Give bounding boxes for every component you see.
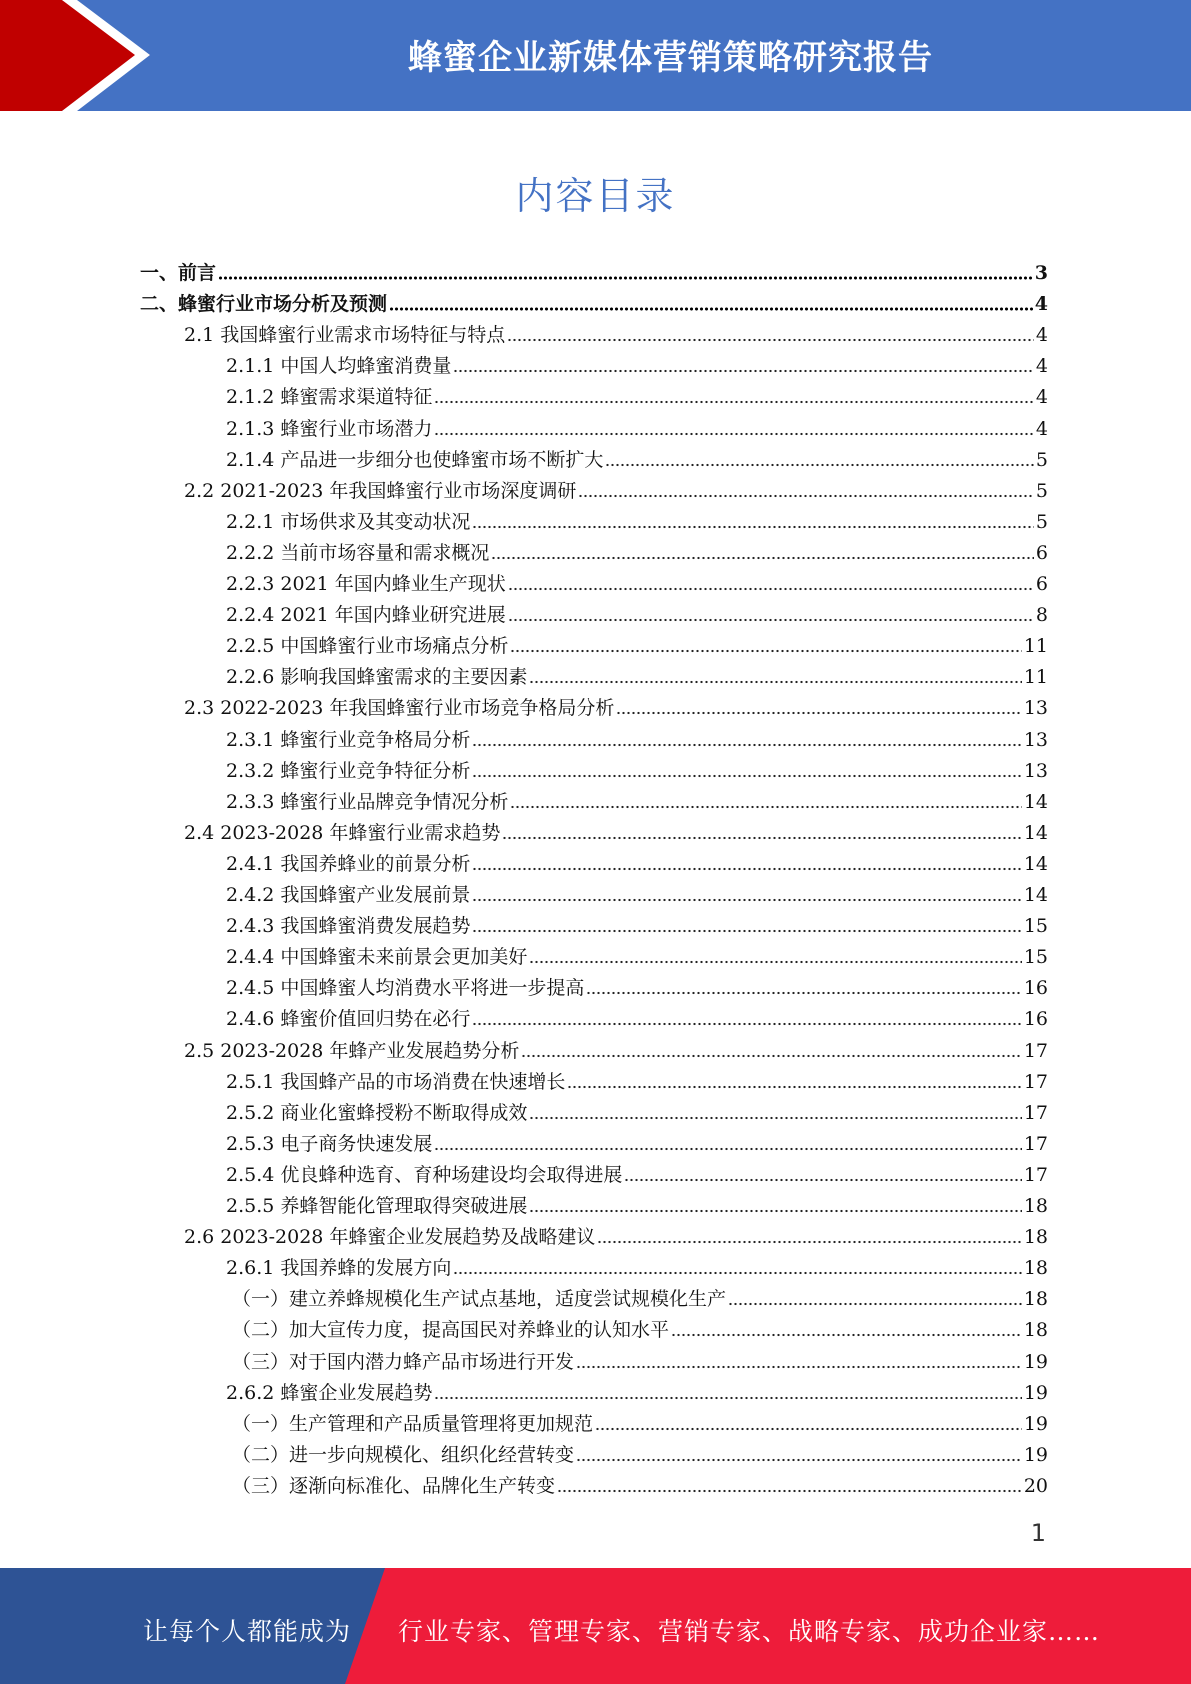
toc-entry-page: 14	[1023, 791, 1048, 813]
toc-entry-page: 6	[1035, 542, 1048, 564]
toc-entry-page: 3	[1034, 262, 1048, 284]
toc-dot-leader	[671, 1333, 1022, 1337]
toc-entry-page: 17	[1023, 1133, 1048, 1155]
toc-entry[interactable]	[226, 565, 1048, 596]
toc-entry[interactable]	[226, 938, 1048, 969]
toc-entry-page: 15	[1023, 915, 1048, 937]
toc-entry-page: 19	[1023, 1413, 1048, 1435]
toc-dot-leader	[472, 525, 1034, 529]
toc-entry-page: 8	[1035, 604, 1048, 626]
toc-dot-leader	[557, 1489, 1022, 1493]
toc-entry[interactable]	[226, 1374, 1048, 1405]
toc-entry-label: 2.4.5 中国蜂蜜人均消费水平将进一步提高	[226, 977, 585, 999]
toc-entry-label: 2.4.3 我国蜂蜜消费发展趋势	[226, 915, 471, 937]
toc-dot-leader	[453, 369, 1034, 373]
toc-entry-label: 2.2.3 2021 年国内蜂业生产现状	[226, 573, 506, 595]
toc-entry-page: 4	[1034, 293, 1048, 315]
toc-entry-label: （一）建立养蜂规模化生产试点基地，适度尝试规模化生产	[232, 1288, 727, 1310]
toc-dot-leader	[576, 1365, 1022, 1369]
toc-dot-leader	[597, 1240, 1021, 1244]
toc-dot-leader	[578, 494, 1033, 498]
toc-entry[interactable]	[226, 907, 1048, 938]
toc-entry[interactable]	[184, 472, 1048, 503]
toc-entry-page: 13	[1023, 760, 1048, 782]
toc-entry-label: 2.6 2023-2028 年蜂蜜企业发展趋势及战略建议	[184, 1226, 596, 1248]
toc-entry[interactable]	[232, 1280, 1048, 1311]
toc-entry-page: 16	[1023, 1008, 1048, 1030]
footer-slogan-left: 让每个人都能成为	[143, 1617, 352, 1646]
toc-entry-label: 2.1.3 蜂蜜行业市场潜力	[226, 418, 433, 440]
toc-entry-page: 17	[1023, 1040, 1048, 1062]
toc-entry-page: 19	[1023, 1444, 1048, 1466]
toc-entry-page: 18	[1023, 1257, 1048, 1279]
toc-dot-leader	[218, 276, 1033, 280]
toc-dot-leader	[510, 649, 1021, 653]
toc-entry[interactable]	[226, 410, 1048, 441]
toc-entry[interactable]	[226, 658, 1048, 689]
toc-heading: 内容目录	[515, 174, 676, 218]
toc-entry[interactable]	[226, 876, 1048, 907]
toc-entry-page: 5	[1035, 480, 1048, 502]
toc-entry-page: 18	[1023, 1226, 1048, 1248]
toc-dot-leader	[434, 432, 1034, 436]
toc-entry-label: 2.2.5 中国蜂蜜行业市场痛点分析	[226, 635, 509, 657]
toc-entry[interactable]	[232, 1311, 1048, 1342]
toc-entry[interactable]	[226, 347, 1048, 378]
toc-entry-label: 2.3 2022-2023 年我国蜂蜜行业市场竞争格局分析	[184, 697, 615, 719]
toc-entry[interactable]	[140, 285, 1048, 316]
toc-dot-leader	[472, 743, 1021, 747]
toc-entry-page: 6	[1035, 573, 1048, 595]
toc-entry-page: 4	[1035, 324, 1048, 346]
toc-entry[interactable]	[232, 1405, 1048, 1436]
toc-entry-label: 2.2.1 市场供求及其变动状况	[226, 511, 471, 533]
toc-entry-page: 19	[1023, 1351, 1048, 1373]
toc-dot-leader	[508, 618, 1034, 622]
toc-entry-label: 2.5.2 商业化蜜蜂授粉不断取得成效	[226, 1102, 528, 1124]
toc-entry[interactable]	[232, 1467, 1048, 1498]
toc-entry-page: 4	[1035, 355, 1048, 377]
toc-dot-leader	[567, 1085, 1021, 1089]
toc-dot-leader	[576, 1458, 1022, 1462]
footer-slogan-right: 行业专家、管理专家、营销专家、战略专家、成功企业家……	[398, 1617, 1101, 1646]
toc-entry-label: 2.1 我国蜂蜜行业需求市场特征与特点	[184, 324, 506, 346]
toc-dot-leader	[507, 338, 1034, 342]
toc-dot-leader	[472, 867, 1021, 871]
toc-entry[interactable]	[232, 1343, 1048, 1374]
toc-entry-page: 11	[1023, 666, 1048, 688]
toc-dot-leader	[728, 1302, 1022, 1306]
toc-entry[interactable]	[226, 783, 1048, 814]
toc-dot-leader	[529, 1116, 1021, 1120]
toc-entry-label: 二、蜂蜜行业市场分析及预测	[140, 293, 388, 315]
toc-dot-leader	[502, 836, 1021, 840]
toc-dot-leader	[434, 1396, 1021, 1400]
toc-entry-label: 2.1.1 中国人均蜂蜜消费量	[226, 355, 452, 377]
toc-entry-page: 17	[1023, 1164, 1048, 1186]
toc-dot-leader	[472, 1022, 1021, 1026]
toc-entry[interactable]	[226, 1094, 1048, 1125]
toc-dot-leader	[510, 805, 1021, 809]
toc-entry-label: 一、前言	[140, 262, 217, 284]
toc-entry-label: 2.3.3 蜂蜜行业品牌竞争情况分析	[226, 791, 509, 813]
toc-entry-label: 2.2.2 当前市场容量和需求概况	[226, 542, 490, 564]
toc-entry[interactable]	[232, 1436, 1048, 1467]
toc-dot-leader	[586, 991, 1021, 995]
toc-entry-page: 5	[1035, 449, 1048, 471]
toc-dot-leader	[529, 680, 1021, 684]
header-banner	[0, 0, 1191, 111]
toc-entry[interactable]	[226, 1125, 1048, 1156]
toc-entry-page: 14	[1023, 822, 1048, 844]
toc-dot-leader	[521, 1054, 1021, 1058]
toc-entry-page: 19	[1023, 1382, 1048, 1404]
toc-dot-leader	[595, 1427, 1022, 1431]
toc-entry-page: 20	[1023, 1475, 1048, 1497]
toc-entry-label: 2.4 2023-2028 年蜂蜜行业需求趋势	[184, 822, 501, 844]
toc-entry-page: 14	[1023, 853, 1048, 875]
toc-entry[interactable]	[226, 1000, 1048, 1031]
toc-entry-label: 2.4.4 中国蜂蜜未来前景会更加美好	[226, 946, 528, 968]
toc-entry-page: 4	[1035, 386, 1048, 408]
toc-entry-label: 2.2.6 影响我国蜂蜜需求的主要因素	[226, 666, 528, 688]
toc-dot-leader	[616, 711, 1021, 715]
toc-entry-label: 2.1.4 产品进一步细分也使蜂蜜市场不断扩大	[226, 449, 604, 471]
toc-entry-page: 18	[1023, 1195, 1048, 1217]
toc-entry-label: 2.5.3 电子商务快速发展	[226, 1133, 433, 1155]
toc-entry-page: 15	[1023, 946, 1048, 968]
toc-entry-label: 2.5.5 养蜂智能化管理取得突破进展	[226, 1195, 528, 1217]
toc-dot-leader	[508, 587, 1034, 591]
toc-dot-leader	[389, 307, 1033, 311]
toc-entry-label: 2.5.4 优良蜂种选育、育种场建设均会取得进展	[226, 1164, 623, 1186]
toc-entry[interactable]	[226, 721, 1048, 752]
toc-entry-label: 2.6.2 蜂蜜企业发展趋势	[226, 1382, 433, 1404]
toc-entry[interactable]	[184, 1218, 1048, 1249]
toc-entry[interactable]	[226, 596, 1048, 627]
toc-entry-label: （一）生产管理和产品质量管理将更加规范	[232, 1413, 594, 1435]
toc-dot-leader	[624, 1178, 1021, 1182]
toc-entry-page: 14	[1023, 884, 1048, 906]
toc-entry-label: （三）逐渐向标准化、品牌化生产转变	[232, 1475, 556, 1497]
toc-dot-leader	[529, 960, 1021, 964]
report-title: 蜂蜜企业新媒体营销策略研究报告	[408, 38, 933, 78]
toc-entry-page: 18	[1023, 1288, 1048, 1310]
toc-entry[interactable]	[226, 969, 1048, 1000]
toc-entry-label: 2.1.2 蜂蜜需求渠道特征	[226, 386, 433, 408]
toc-entry-page: 13	[1023, 729, 1048, 751]
toc-entry-page: 18	[1023, 1319, 1048, 1341]
toc-entry-label: 2.3.2 蜂蜜行业竞争特征分析	[226, 760, 471, 782]
toc-dot-leader	[453, 1271, 1021, 1275]
toc-entry-page: 11	[1023, 635, 1048, 657]
toc-entry-label: 2.3.1 蜂蜜行业竞争格局分析	[226, 729, 471, 751]
toc-entry[interactable]	[184, 689, 1048, 720]
toc-dot-leader	[472, 774, 1021, 778]
toc-entry-page: 17	[1023, 1102, 1048, 1124]
toc-dot-leader	[472, 898, 1021, 902]
toc-dot-leader	[529, 1209, 1021, 1213]
toc-entry[interactable]	[226, 752, 1048, 783]
toc-dot-leader	[472, 929, 1021, 933]
toc-entry-label: 2.4.1 我国养蜂业的前景分析	[226, 853, 471, 875]
toc-entry[interactable]	[184, 1032, 1048, 1063]
toc-entry-label: 2.4.6 蜂蜜价值回归势在必行	[226, 1008, 471, 1030]
toc-entry-label: 2.4.2 我国蜂蜜产业发展前景	[226, 884, 471, 906]
toc-dot-leader	[434, 1147, 1021, 1151]
toc-entry[interactable]	[226, 627, 1048, 658]
toc-entry-page: 5	[1035, 511, 1048, 533]
toc-entry[interactable]	[226, 1063, 1048, 1094]
toc-entry-page: 13	[1023, 697, 1048, 719]
toc-entry-label: 2.2.4 2021 年国内蜂业研究进展	[226, 604, 506, 626]
toc-entry[interactable]	[184, 814, 1048, 845]
toc-dot-leader	[434, 400, 1034, 404]
toc-entry[interactable]	[226, 378, 1048, 409]
toc-entry[interactable]	[140, 254, 1048, 285]
toc-entry[interactable]	[184, 316, 1048, 347]
toc-entry[interactable]	[226, 845, 1048, 876]
toc-entry[interactable]	[226, 534, 1048, 565]
toc-entry-label: （二）加大宣传力度，提高国民对养蜂业的认知水平	[232, 1319, 670, 1341]
toc-dot-leader	[491, 556, 1034, 560]
toc-entry-label: 2.6.1 我国养蜂的发展方向	[226, 1257, 452, 1279]
footer-banner	[0, 1568, 1191, 1684]
page-number: 1	[1030, 1519, 1046, 1547]
toc-entry[interactable]	[226, 441, 1048, 472]
toc-entry-page: 16	[1023, 977, 1048, 999]
toc-entry-label: （三）对于国内潜力蜂产品市场进行开发	[232, 1351, 575, 1373]
toc-entry-label: （二）进一步向规模化、组织化经营转变	[232, 1444, 575, 1466]
toc-entry[interactable]	[226, 503, 1048, 534]
toc-entry[interactable]	[226, 1187, 1048, 1218]
toc-entry-label: 2.5.1 我国蜂产品的市场消费在快速增长	[226, 1071, 566, 1093]
toc-entry-page: 17	[1023, 1071, 1048, 1093]
toc-dot-leader	[605, 463, 1034, 467]
toc-entry[interactable]	[226, 1156, 1048, 1187]
toc-entry[interactable]	[226, 1249, 1048, 1280]
toc-entry-label: 2.5 2023-2028 年蜂产业发展趋势分析	[184, 1040, 520, 1062]
toc-entry-label: 2.2 2021-2023 年我国蜂蜜行业市场深度调研	[184, 480, 577, 502]
toc-entry-page: 4	[1035, 418, 1048, 440]
